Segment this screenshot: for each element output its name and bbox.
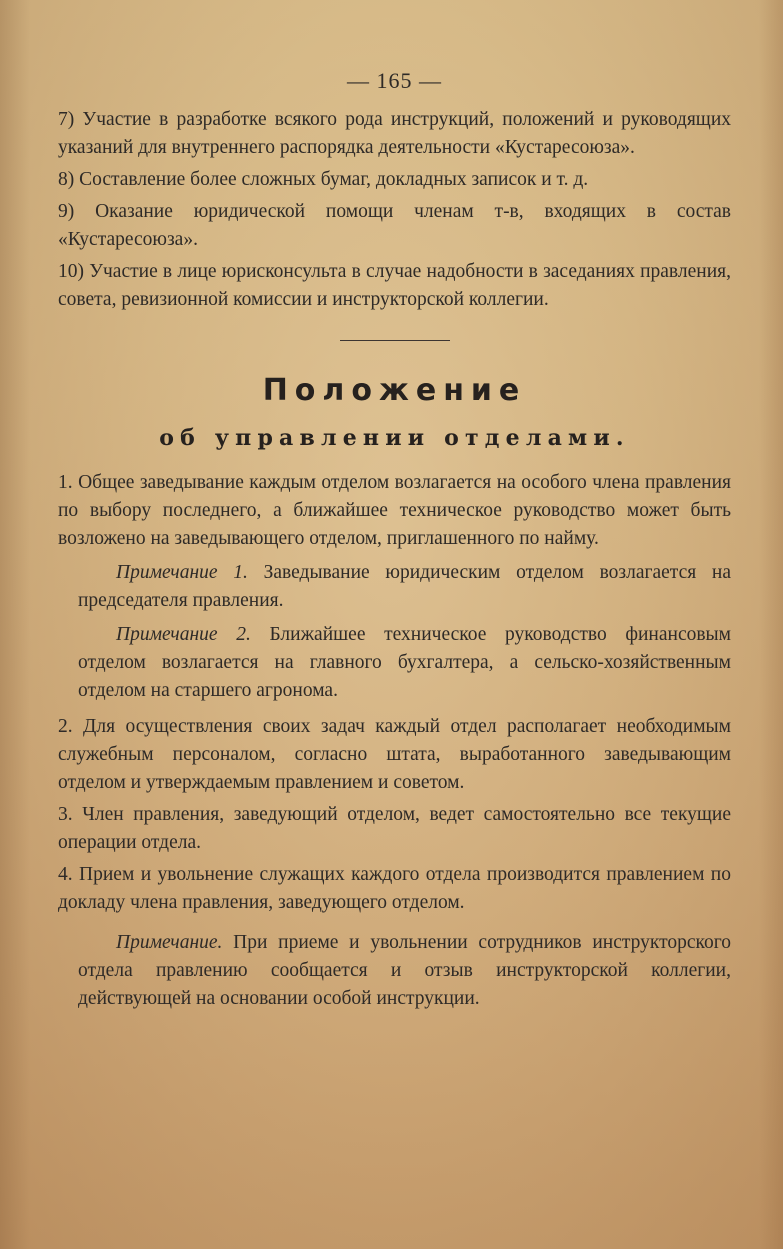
section-subtitle: об управлении отделами. bbox=[159, 425, 630, 451]
note-label: Примечание 2. bbox=[116, 624, 251, 645]
page-number: — 165 — bbox=[347, 68, 442, 93]
note-text: При приеме и увольнении сотрудников инструкторского отдела правлению сообщается и отзыв инструкторской коллегии, действующей на основании особой инструкции. bbox=[78, 932, 731, 1009]
note-label: Примечание 1. bbox=[116, 562, 248, 583]
list-item: 7) Участие в разработке всякого рода инструкций, положений и руководящих указаний для внутреннего распорядка деятельности «Кустаресоюза». bbox=[58, 109, 731, 158]
list-item: 9) Оказание юридической помощи членам т-в, входящих в состав «Кустаресоюза». bbox=[58, 201, 731, 250]
note-text: Заведывание юридическим отделом возлагается на председателя правления. bbox=[78, 562, 731, 611]
section-title: Положение bbox=[262, 373, 527, 408]
list-item: 8) Составление более сложных бумаг, докладных записок и т. д. bbox=[58, 169, 589, 190]
paragraph: 3. Член правления, заведующий отделом, ведет самостоятельно все текущие операции отдела. bbox=[58, 804, 731, 853]
list-item: 10) Участие в лице юрисконсульта в случае надобности в заседаниях правления, совета, ревизионной комиссии и инструкторской коллегии. bbox=[58, 261, 731, 310]
paragraph: 1. Общее заведывание каждым отделом возлагается на особого члена правления по выбору последнего, а ближайшее техническое руководство может быть возложено на заведывающего отделом, приглашенного по найму. bbox=[58, 472, 731, 549]
note-text: Ближайшее техническое руководство финансовым отделом возлагается на главного бухгалтера, а сельско-хозяйственным отделом на старшего агронома. bbox=[78, 624, 731, 701]
section-divider bbox=[340, 340, 450, 341]
note-label: Примечание. bbox=[116, 932, 223, 953]
note bbox=[58, 929, 731, 1013]
note bbox=[58, 559, 731, 615]
paragraph: 2. Для осуществления своих задач каждый отдел располагает необходимым служебным персоналом, согласно штата, выработанного заведывающим отделом и утверждаемым правлением и советом. bbox=[58, 716, 731, 793]
note bbox=[58, 621, 731, 705]
page-content bbox=[58, 0, 731, 1013]
paragraph: 4. Прием и увольнение служащих каждого отдела производится правлением по докладу члена правления, заведующего отделом. bbox=[58, 864, 731, 913]
